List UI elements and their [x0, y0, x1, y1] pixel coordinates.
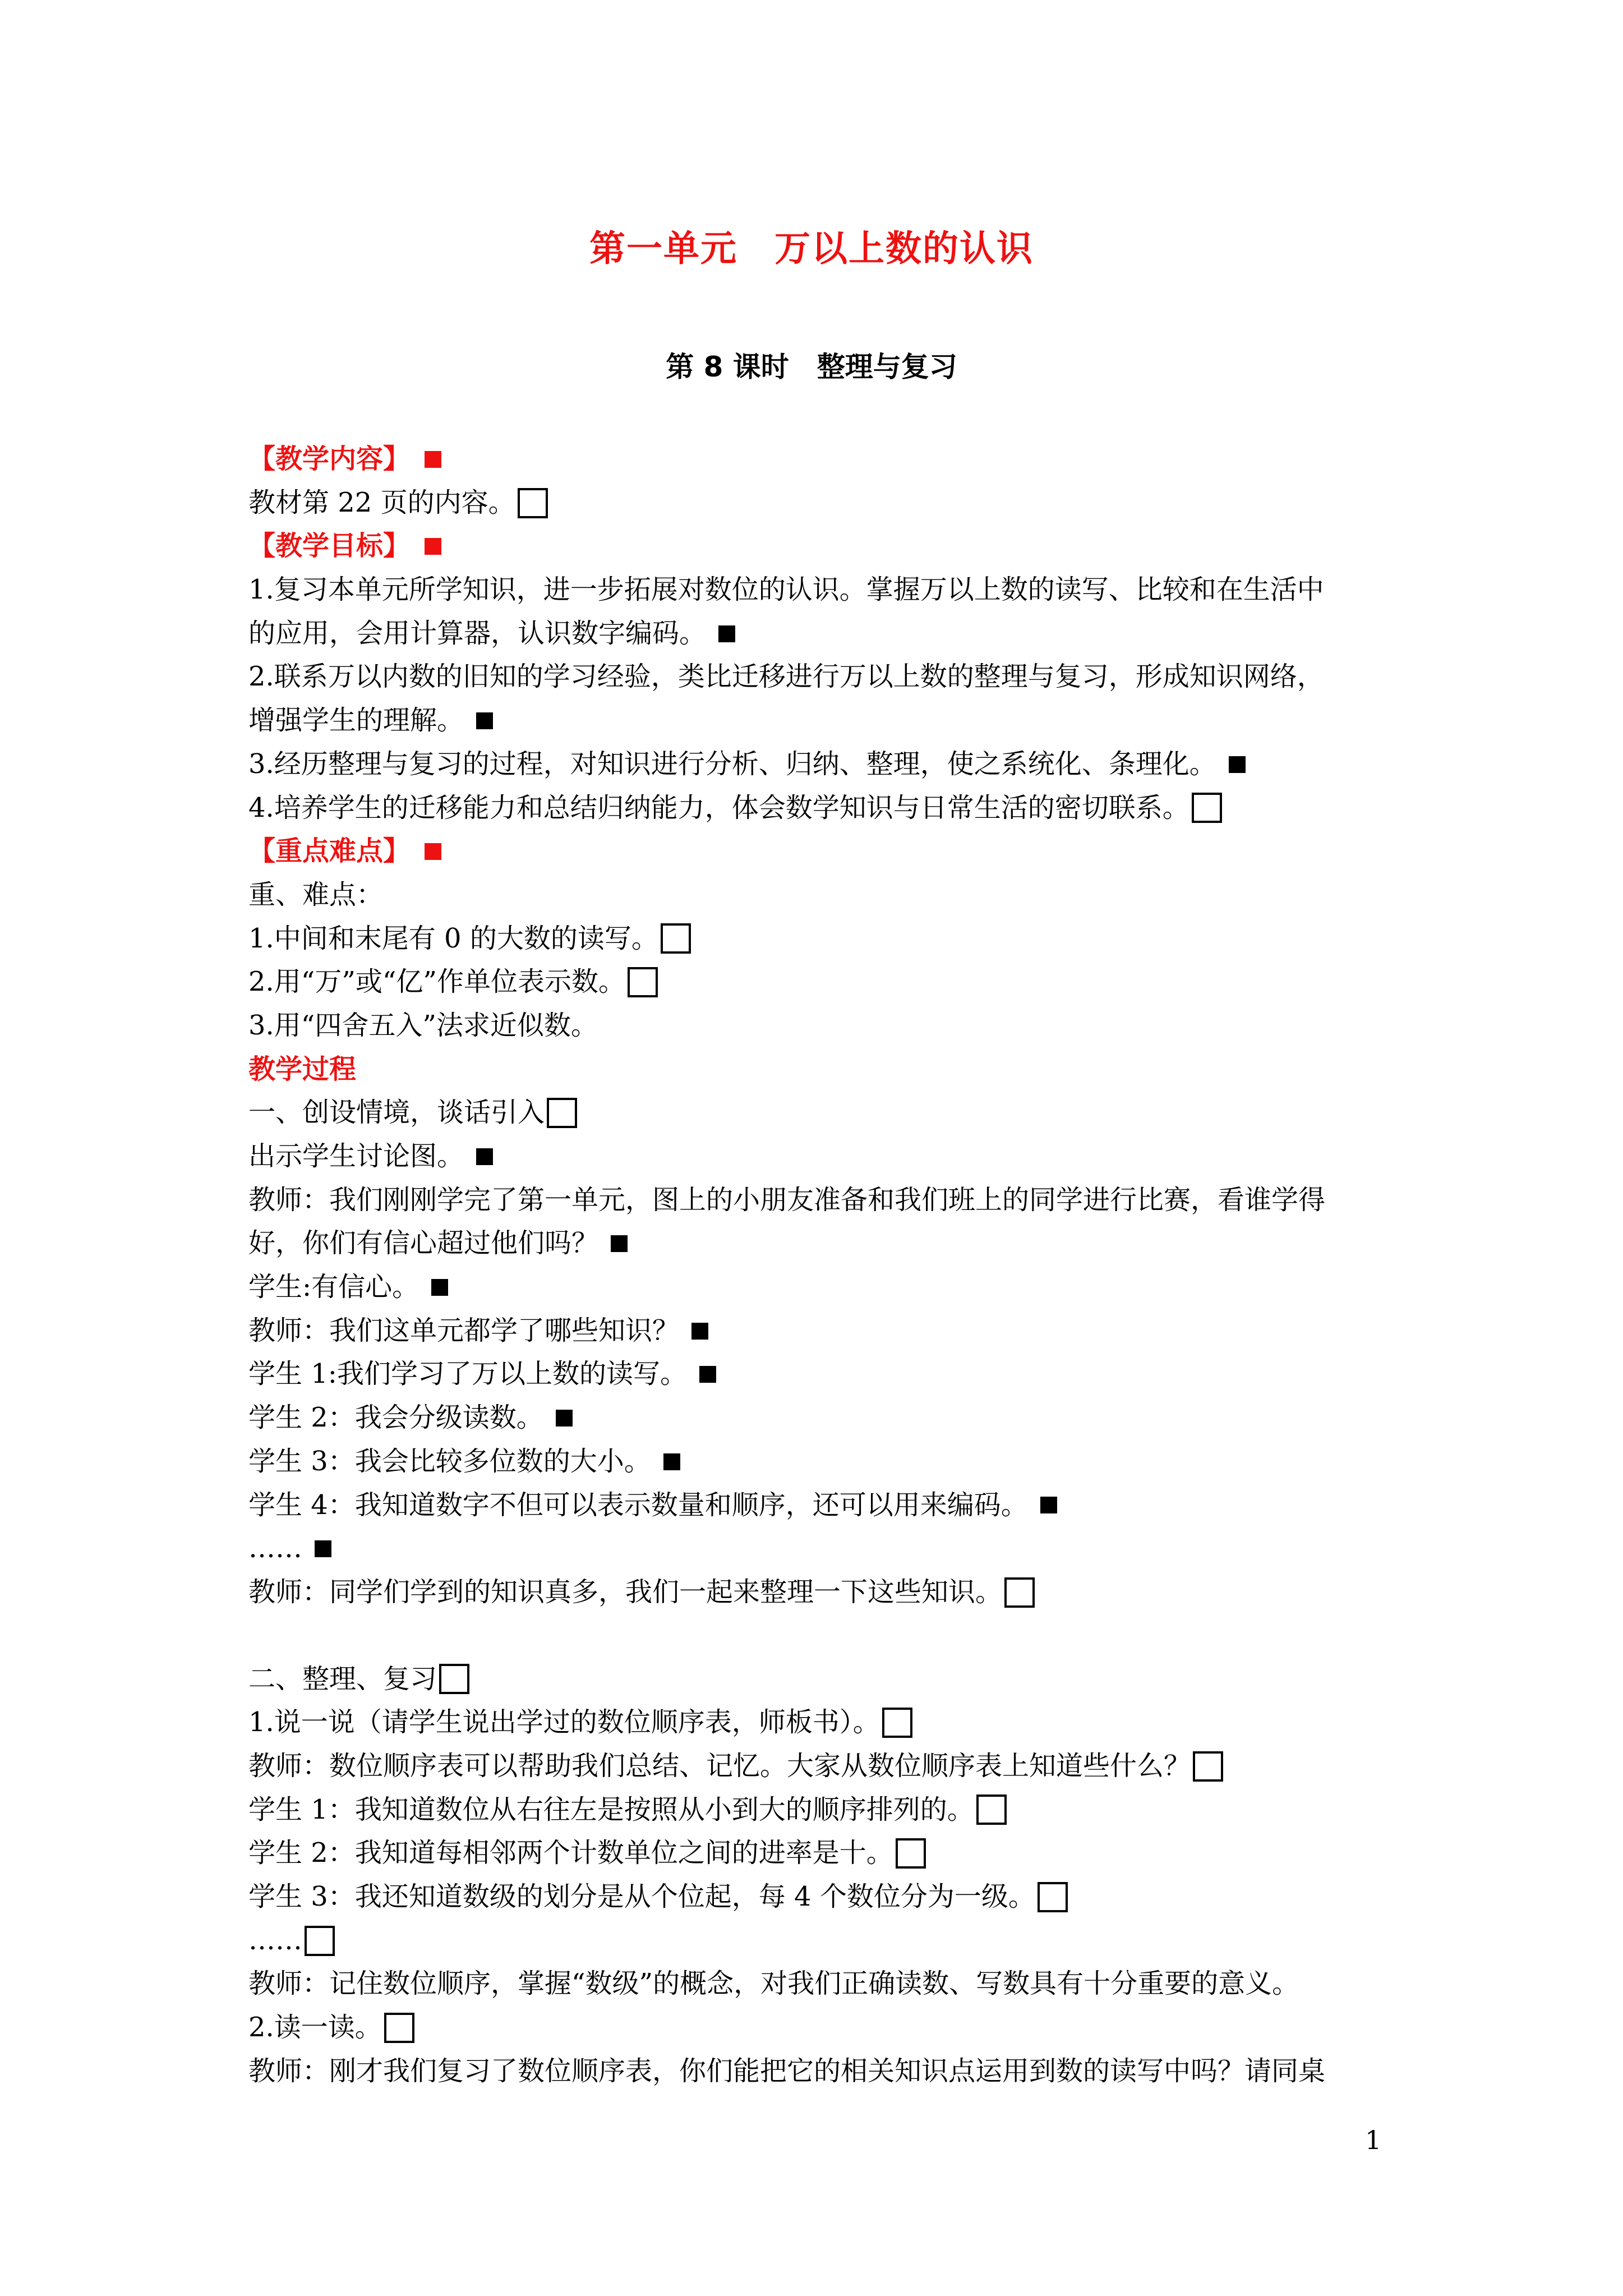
- line-text: 教材第 22 页的内容。: [248, 486, 515, 518]
- section-heading: [248, 524, 1384, 568]
- text-line: [248, 1484, 1384, 1527]
- line-text: 学生 1:我们学习了万以上数的读写。: [248, 1358, 687, 1390]
- line-text: 4.培养学生的迁移能力和总结归纳能力，体会数学知识与日常生活的密切联系。: [248, 792, 1189, 823]
- line-text: 【重点难点】: [248, 835, 411, 867]
- line-text: 学生 3：我还知道数级的划分是从个位起，每 4 个数位分为一级。: [248, 1881, 1035, 1912]
- line-text: 出示学生讨论图。: [248, 1140, 464, 1172]
- line-text: 教师：同学们学到的知识真多，我们一起来整理一下这些知识。: [248, 1576, 1003, 1608]
- filled-square-icon: [425, 538, 441, 555]
- line-text: 学生 1：我知道数位从右往左是按照从小到大的顺序排列的。: [248, 1793, 974, 1825]
- text-line: [248, 1962, 1384, 2006]
- text-line: [248, 655, 1384, 699]
- section-heading: [248, 438, 1384, 481]
- line-text: 学生 3：我会比较多位数的大小。: [248, 1445, 651, 1477]
- empty-box-icon: [384, 2013, 414, 2043]
- text-line: [248, 743, 1384, 786]
- text-line: [248, 1701, 1384, 1745]
- line-text: 1.复习本单元所学知识，进一步拓展对数位的认识。掌握万以上数的读写、比较和在生活中: [248, 574, 1324, 606]
- filled-square-icon: [691, 1323, 708, 1340]
- filled-square-icon: [315, 1540, 331, 1557]
- line-text: 【教学内容】: [248, 443, 411, 475]
- empty-box-icon: [1038, 1882, 1068, 1912]
- line-text: 【教学目标】: [248, 530, 411, 562]
- text-line: [248, 917, 1384, 961]
- text-line: [248, 2050, 1384, 2093]
- line-text: 学生 2：我知道每相邻两个计数单位之间的进率是十。: [248, 1837, 893, 1869]
- empty-box-icon: [1004, 1577, 1035, 1608]
- text-line: [248, 568, 1384, 612]
- text-line: [248, 1832, 1384, 1875]
- empty-box-icon: [305, 1926, 335, 1956]
- line-text: 1.说一说（请学生说出学过的数位顺序表，师板书）。: [248, 1706, 880, 1738]
- filled-square-icon: [699, 1366, 716, 1383]
- text-line: [248, 699, 1384, 743]
- line-text: 1.中间和末尾有 0 的大数的读写。: [248, 922, 658, 954]
- filled-square-icon: [1040, 1497, 1057, 1513]
- empty-box-icon: [628, 967, 658, 997]
- filled-square-icon: [663, 1453, 680, 1470]
- line-text: 学生 4：我知道数字不但可以表示数量和顺序，还可以用来编码。: [248, 1489, 1028, 1521]
- text-line: [248, 1658, 1384, 1701]
- filled-square-icon: [556, 1410, 573, 1427]
- line-text: 教学过程: [248, 1053, 357, 1085]
- empty-box-icon: [882, 1708, 912, 1738]
- text-line: [248, 1266, 1384, 1309]
- page-title: 第一单元 万以上数的认识: [589, 228, 1034, 270]
- filled-square-icon: [1229, 756, 1246, 773]
- document-body: [248, 438, 1384, 2093]
- text-line: [248, 1919, 1384, 1963]
- filled-square-icon: [431, 1279, 448, 1296]
- text-line: [248, 481, 1384, 525]
- text-line: [248, 612, 1384, 656]
- text-line: [248, 1745, 1384, 1788]
- text-line: [248, 1396, 1384, 1440]
- empty-box-icon: [518, 488, 548, 518]
- filled-square-icon: [425, 451, 441, 468]
- line-text: 一、创设情境，谈话引入: [248, 1097, 545, 1129]
- line-text: 好，你们有信心超过他们吗？: [248, 1227, 599, 1259]
- text-line: [248, 1091, 1384, 1135]
- empty-box-icon: [661, 923, 691, 954]
- empty-box-icon: [976, 1795, 1007, 1825]
- line-text: 二、整理、复习: [248, 1663, 437, 1695]
- filled-square-icon: [476, 1148, 493, 1165]
- line-text: 3.用“四舍五入”法求近似数。: [248, 1009, 598, 1041]
- text-line: [248, 1440, 1384, 1484]
- line-text: 学生 2：我会分级读数。: [248, 1402, 543, 1434]
- filled-square-icon: [425, 843, 441, 860]
- line-text: 教师：记住数位顺序，掌握“数级”的概念，对我们正确读数、写数具有十分重要的意义。: [248, 1968, 1299, 2000]
- filled-square-icon: [476, 712, 493, 729]
- text-line: [248, 1571, 1384, 1614]
- section-heading: [248, 830, 1384, 873]
- line-text: 教师：我们刚刚学完了第一单元，图上的小朋友准备和我们班上的同学进行比赛，看谁学得: [248, 1184, 1326, 1216]
- section-heading: [248, 1048, 1384, 1092]
- empty-box-icon: [1193, 1751, 1223, 1782]
- line-text: 的应用，会用计算器，认识数字编码。: [248, 617, 707, 649]
- empty-box-icon: [547, 1098, 577, 1128]
- empty-box-icon: [439, 1664, 469, 1694]
- text-line: [248, 1004, 1384, 1048]
- text-line: [248, 1788, 1384, 1832]
- line-text: 重、难点：: [248, 878, 384, 910]
- text-line: [248, 1352, 1384, 1396]
- text-line: [248, 873, 1384, 917]
- line-text: 增强学生的理解。: [248, 705, 464, 737]
- text-line: [248, 786, 1384, 830]
- text-line: [248, 1309, 1384, 1353]
- filled-square-icon: [611, 1235, 628, 1252]
- text-line: [248, 1179, 1384, 1222]
- page-number: 1: [1365, 2125, 1382, 2155]
- text-line: [248, 1135, 1384, 1179]
- text-line: [248, 1527, 1384, 1571]
- empty-box-icon: [1192, 793, 1222, 823]
- line-text: 3.经历整理与复习的过程，对知识进行分析、归纳、整理，使之系统化、条理化。: [248, 748, 1216, 780]
- line-text: 教师：我们这单元都学了哪些知识？: [248, 1314, 680, 1346]
- text-line: [248, 1222, 1384, 1266]
- line-text: 学生:有信心。: [248, 1271, 419, 1303]
- line-text: 2.联系万以内数的旧知的学习经验，类比迁移进行万以上数的整理与复习，形成知识网络，: [248, 661, 1324, 693]
- lesson-subtitle: 第 8 课时 整理与复习: [666, 351, 957, 383]
- line-text: 教师：刚才我们复习了数位顺序表，你们能把它的相关知识点运用到数的读写中吗？请同桌: [248, 2055, 1326, 2087]
- empty-box-icon: [896, 1838, 926, 1869]
- line-text: 教师：数位顺序表可以帮助我们总结、记忆。大家从数位顺序表上知道些什么？: [248, 1750, 1191, 1782]
- filled-square-icon: [718, 625, 735, 642]
- line-text: ……: [248, 1533, 302, 1565]
- line-text: 2.读一读。: [248, 2012, 382, 2044]
- line-text: ……: [248, 1924, 302, 1956]
- text-line: [248, 2006, 1384, 2050]
- line-text: 2.用“万”或“亿”作单位表示数。: [248, 966, 625, 998]
- text-line: [248, 1875, 1384, 1919]
- text-line: [248, 960, 1384, 1004]
